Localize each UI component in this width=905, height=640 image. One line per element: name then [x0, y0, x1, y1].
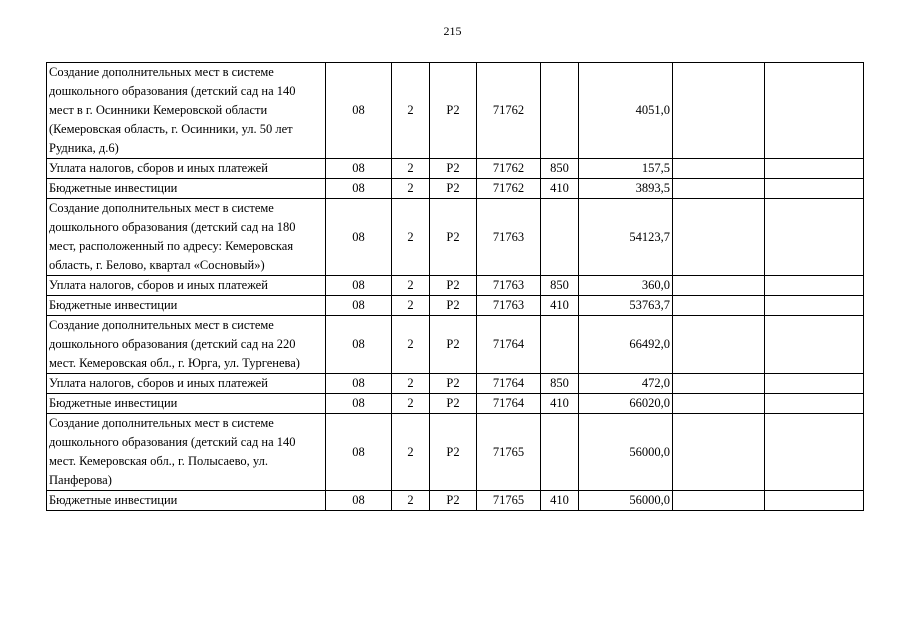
cell-project: P2 [430, 374, 477, 394]
cell-extra-2 [765, 276, 864, 296]
cell-amount: 4051,0 [579, 63, 673, 159]
cell-program: 2 [392, 296, 430, 316]
table-row [47, 199, 864, 276]
cell-extra-1 [673, 159, 765, 179]
cell-program: 2 [392, 63, 430, 159]
cell-extra-1 [673, 63, 765, 159]
cell-extra-2 [765, 394, 864, 414]
cell-expense-type: 410 [541, 296, 579, 316]
cell-program: 2 [392, 276, 430, 296]
cell-section: 08 [326, 179, 392, 199]
cell-expense-type [541, 316, 579, 374]
cell-direction: 71763 [477, 296, 541, 316]
cell-direction: 71764 [477, 394, 541, 414]
cell-name: Создание дополнительных мест в системе дошкольного образования (детский сад на 140 мест в г. Осинники Кемеровской области (Кемеровская область, г. Осинники, ул. 50 лет Рудника, д.6) [47, 63, 326, 159]
cell-extra-2 [765, 491, 864, 511]
cell-direction: 71763 [477, 199, 541, 276]
cell-section: 08 [326, 414, 392, 491]
cell-name: Создание дополнительных мест в системе дошкольного образования (детский сад на 220 мест. Кемеровская обл., г. Юрга, ул. Тургенева) [47, 316, 326, 374]
cell-amount: 56000,0 [579, 491, 673, 511]
cell-section: 08 [326, 296, 392, 316]
cell-extra-2 [765, 63, 864, 159]
cell-name: Уплата налогов, сборов и иных платежей [47, 374, 326, 394]
cell-name: Создание дополнительных мест в системе дошкольного образования (детский сад на 180 мест, расположенный по адресу: Кемеровская область, г. Белово, квартал «Сосновый») [47, 199, 326, 276]
budget-table-body [47, 63, 864, 511]
cell-direction: 71764 [477, 374, 541, 394]
table-row [47, 63, 864, 159]
cell-expense-type: 410 [541, 179, 579, 199]
cell-expense-type: 850 [541, 374, 579, 394]
cell-section: 08 [326, 199, 392, 276]
cell-name: Бюджетные инвестиции [47, 179, 326, 199]
cell-extra-1 [673, 414, 765, 491]
cell-extra-1 [673, 394, 765, 414]
cell-project: P2 [430, 63, 477, 159]
table-row [47, 316, 864, 374]
cell-section: 08 [326, 374, 392, 394]
cell-amount: 66020,0 [579, 394, 673, 414]
cell-section: 08 [326, 316, 392, 374]
cell-program: 2 [392, 374, 430, 394]
cell-project: P2 [430, 276, 477, 296]
cell-project: P2 [430, 491, 477, 511]
cell-direction: 71764 [477, 316, 541, 374]
cell-project: P2 [430, 159, 477, 179]
budget-table [46, 62, 864, 511]
cell-section: 08 [326, 394, 392, 414]
cell-amount: 66492,0 [579, 316, 673, 374]
cell-amount: 56000,0 [579, 414, 673, 491]
cell-section: 08 [326, 491, 392, 511]
cell-program: 2 [392, 159, 430, 179]
cell-extra-1 [673, 316, 765, 374]
cell-program: 2 [392, 316, 430, 374]
cell-extra-2 [765, 159, 864, 179]
cell-extra-2 [765, 374, 864, 394]
cell-expense-type: 850 [541, 159, 579, 179]
cell-program: 2 [392, 394, 430, 414]
cell-amount: 360,0 [579, 276, 673, 296]
cell-extra-1 [673, 296, 765, 316]
cell-direction: 71765 [477, 491, 541, 511]
page-number: 215 [443, 24, 462, 38]
cell-section: 08 [326, 159, 392, 179]
cell-expense-type: 410 [541, 394, 579, 414]
cell-name: Уплата налогов, сборов и иных платежей [47, 276, 326, 296]
table-row [47, 276, 864, 296]
cell-extra-1 [673, 491, 765, 511]
cell-name: Уплата налогов, сборов и иных платежей [47, 159, 326, 179]
cell-direction: 71762 [477, 179, 541, 199]
cell-program: 2 [392, 414, 430, 491]
cell-section: 08 [326, 276, 392, 296]
table-row [47, 159, 864, 179]
cell-extra-2 [765, 316, 864, 374]
cell-direction: 71765 [477, 414, 541, 491]
cell-section: 08 [326, 63, 392, 159]
cell-extra-1 [673, 374, 765, 394]
cell-direction: 71762 [477, 159, 541, 179]
cell-expense-type [541, 199, 579, 276]
cell-amount: 472,0 [579, 374, 673, 394]
cell-program: 2 [392, 179, 430, 199]
cell-name: Бюджетные инвестиции [47, 491, 326, 511]
cell-extra-1 [673, 276, 765, 296]
cell-project: P2 [430, 316, 477, 374]
cell-extra-2 [765, 199, 864, 276]
table-row [47, 179, 864, 199]
cell-expense-type: 850 [541, 276, 579, 296]
cell-direction: 71762 [477, 63, 541, 159]
cell-name: Создание дополнительных мест в системе дошкольного образования (детский сад на 140 мест. Кемеровская обл., г. Полысаево, ул. Панферова) [47, 414, 326, 491]
cell-extra-2 [765, 179, 864, 199]
cell-extra-1 [673, 179, 765, 199]
cell-extra-2 [765, 414, 864, 491]
cell-amount: 157,5 [579, 159, 673, 179]
cell-expense-type: 410 [541, 491, 579, 511]
cell-amount: 53763,7 [579, 296, 673, 316]
cell-project: P2 [430, 414, 477, 491]
table-row [47, 374, 864, 394]
cell-direction: 71763 [477, 276, 541, 296]
cell-name: Бюджетные инвестиции [47, 296, 326, 316]
cell-project: P2 [430, 296, 477, 316]
table-row [47, 394, 864, 414]
cell-extra-1 [673, 199, 765, 276]
cell-name: Бюджетные инвестиции [47, 394, 326, 414]
cell-project: P2 [430, 199, 477, 276]
cell-program: 2 [392, 199, 430, 276]
table-row [47, 296, 864, 316]
cell-amount: 54123,7 [579, 199, 673, 276]
cell-project: P2 [430, 179, 477, 199]
table-row [47, 414, 864, 491]
table-row [47, 491, 864, 511]
cell-expense-type [541, 63, 579, 159]
cell-amount: 3893,5 [579, 179, 673, 199]
cell-extra-2 [765, 296, 864, 316]
cell-expense-type [541, 414, 579, 491]
cell-program: 2 [392, 491, 430, 511]
cell-project: P2 [430, 394, 477, 414]
